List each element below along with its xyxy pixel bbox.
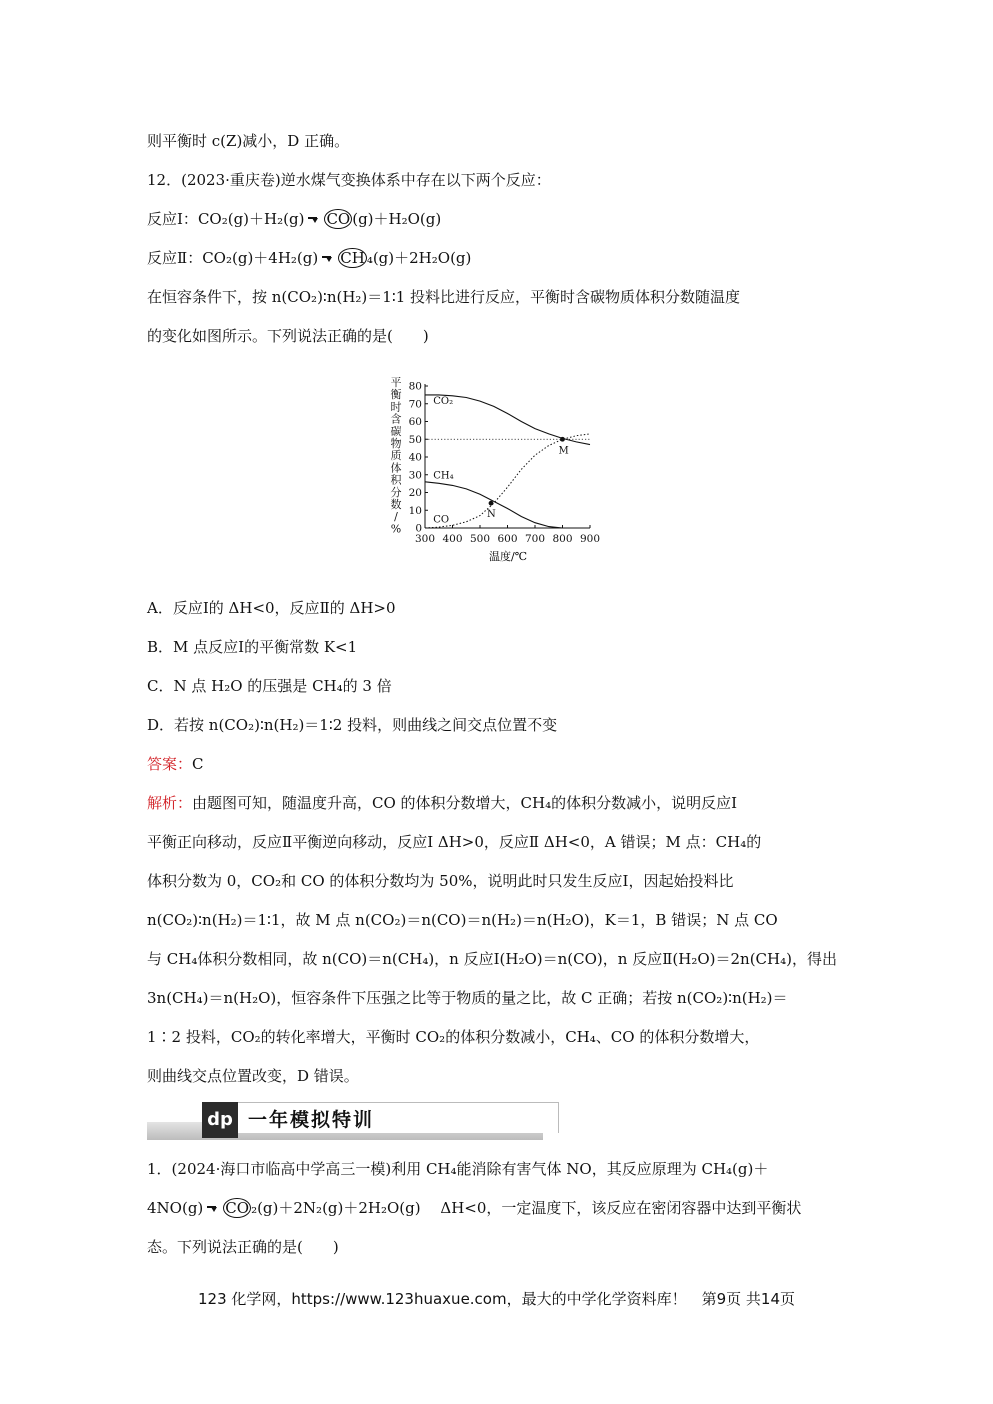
y-tick-label: 70 — [408, 398, 422, 411]
reaction-2-ch: CH — [340, 249, 365, 267]
reaction-1-label: 反应Ⅰ： — [147, 210, 198, 228]
x-axis-label: 温度/℃ — [488, 550, 528, 563]
y-axis-label-char: 质 — [390, 449, 402, 463]
point-m — [560, 437, 565, 442]
analysis-line-1 — [147, 792, 737, 814]
y-tick-label: 20 — [408, 487, 422, 499]
x-tick-label: 700 — [524, 533, 546, 545]
question-12-stem-2: 的变化如图所示。下列说法正确的是( ) — [147, 327, 429, 345]
y-axis-label — [391, 376, 403, 535]
y-axis-label-char: / — [394, 510, 398, 524]
x-tick-label: 600 — [497, 533, 518, 545]
chart-series — [425, 395, 590, 528]
y-tick-label: 30 — [408, 469, 422, 482]
series-label: CO — [433, 514, 450, 526]
analysis-line-5: 与 CH₄体积分数相同，故 n(CO)＝n(CH₄)，n 反应Ⅰ(H₂O)＝n(CO)，n 反应Ⅱ(H₂O)＝2n(CH₄)，得出 — [147, 950, 837, 968]
analysis-line-8: 则曲线交点位置改变，D 错误。 — [147, 1067, 359, 1085]
y-axis-label-char: 时 — [390, 400, 402, 414]
analysis-label: 解析： — [147, 794, 193, 812]
reaction-1-reactants: CO₂(g)＋H₂(g) — [197, 210, 305, 228]
y-axis-label-char: 含 — [390, 412, 402, 426]
q1-reactant: 4NO(g) — [147, 1199, 204, 1217]
y-axis-label-char: 碳 — [390, 424, 402, 438]
y-tick-label: 50 — [408, 433, 422, 446]
analysis-text: 由题图可知，随温度升高，CO 的体积分数增大，CH₄的体积分数减小，说明反应Ⅰ — [192, 794, 738, 812]
y-axis-label-char: 体 — [390, 461, 402, 475]
page-footer: 123 化学网，https://www.123huaxue.com，最大的中学化学资料库！ 第9页 共14页 — [197, 1290, 795, 1308]
question-12-title: 12．(2023·重庆卷)逆水煤气变换体系中存在以下两个反应： — [147, 171, 551, 189]
reaction-2-label: 反应Ⅱ： — [147, 249, 203, 267]
reaction-1-co: CO — [326, 210, 351, 228]
reaction-1 — [147, 208, 441, 230]
answer-label: 答案： — [147, 755, 193, 773]
answer-value: C — [192, 755, 204, 773]
reaction-2-products: ₄(g)＋2H₂O(g) — [366, 249, 472, 267]
question-12-stem-1: 在恒容条件下，按 n(CO₂)∶n(H₂)＝1∶1 投料比进行反应，平衡时含碳物质体积分数随温度 — [147, 288, 741, 306]
option-d: D．若按 n(CO₂)∶n(H₂)＝1∶2 投料，则曲线之间交点位置不变 — [147, 716, 558, 734]
y-tick-label: 0 — [415, 522, 422, 535]
y-axis-label-char: % — [390, 522, 402, 536]
section-title: 一年模拟特训 — [248, 1109, 375, 1131]
analysis-line-3: 体积分数为 0，CO₂和 CO 的体积分数均为 50%，说明此时只发生反应Ⅰ，因起始投料比 — [147, 872, 734, 890]
series-label: CO₂ — [433, 395, 454, 407]
y-tick-label: 60 — [408, 416, 422, 428]
q1-co: CO — [225, 1199, 250, 1217]
q1-products: ₂(g)＋2N₂(g)＋2H₂O(g) ΔH<0，一定温度下，该反应在密闭容器中达到平衡状 — [251, 1199, 802, 1217]
previous-answer-line: 则平衡时 c(Z)减小，D 正确。 — [147, 132, 350, 150]
chart-points — [487, 437, 569, 520]
x-tick-label: 400 — [442, 533, 463, 545]
option-b: B．M 点反应Ⅰ的平衡常数 K<1 — [147, 638, 358, 656]
equilibrium-arrow-icon — [308, 215, 320, 225]
y-tick-label: 80 — [408, 380, 422, 393]
point-n — [489, 501, 494, 506]
option-c: C．N 点 H₂O 的压强是 CH₄的 3 倍 — [147, 677, 392, 695]
section-banner — [147, 1098, 543, 1142]
y-axis-label-char: 物 — [390, 437, 402, 450]
y-axis-label-char: 衡 — [390, 388, 402, 402]
section-icon: dp — [202, 1102, 238, 1138]
analysis-line-6: 3n(CH₄)＝n(H₂O)，恒容条件下压强之比等于物质的量之比，故 C 正确；若按 n(CO₂)∶n(H₂)＝ — [147, 989, 788, 1007]
analysis-line-2: 平衡正向移动，反应Ⅱ平衡逆向移动，反应Ⅰ ΔH>0，反应Ⅱ ΔH<0，A 错误；M 点：CH₄的 — [147, 833, 762, 851]
equilibrium-arrow-icon — [207, 1204, 219, 1214]
y-axis-label-char: 数 — [390, 498, 402, 511]
analysis-line-7: 1∶2 投料，CO₂的转化率增大，平衡时 CO₂的体积分数减小，CH₄、CO 的体积分数增大， — [147, 1028, 760, 1046]
answer-line — [147, 753, 204, 775]
x-tick-label: 300 — [414, 533, 436, 545]
point-label: N — [487, 509, 496, 521]
temperature-volume-fraction-chart — [382, 374, 604, 566]
reaction-2-reactants: CO₂(g)＋4H₂(g) — [202, 249, 319, 267]
option-a: A．反应Ⅰ的 ΔH<0，反应Ⅱ的 ΔH>0 — [147, 599, 396, 617]
point-label: M — [558, 445, 569, 457]
question-1-line-2 — [147, 1197, 801, 1219]
reaction-1-products: (g)＋H₂O(g) — [352, 210, 442, 228]
equilibrium-arrow-icon — [322, 254, 334, 264]
x-tick-label: 900 — [579, 533, 601, 545]
analysis-line-4: n(CO₂)∶n(H₂)＝1∶1，故 M 点 n(CO₂)＝n(CO)＝n(H₂)＝n(H₂O)，K＝1，B 错误；N 点 CO — [147, 911, 778, 929]
y-axis-label-char: 积 — [390, 473, 402, 487]
reaction-2 — [147, 247, 471, 269]
y-tick-label: 10 — [408, 504, 422, 517]
x-tick-label: 500 — [469, 533, 491, 545]
series-label: CH₄ — [433, 470, 454, 482]
y-tick-label: 40 — [408, 451, 422, 464]
y-axis-label-char: 分 — [390, 485, 402, 499]
question-1-line-1: 1．(2024·海口市临高中学高三一模)利用 CH₄能消除有害气体 NO，其反应原理为 CH₄(g)＋ — [147, 1160, 769, 1178]
x-tick-label: 800 — [552, 533, 573, 545]
y-axis-label-char: 平 — [390, 376, 402, 389]
question-1-line-3: 态。下列说法正确的是( ) — [147, 1238, 339, 1256]
